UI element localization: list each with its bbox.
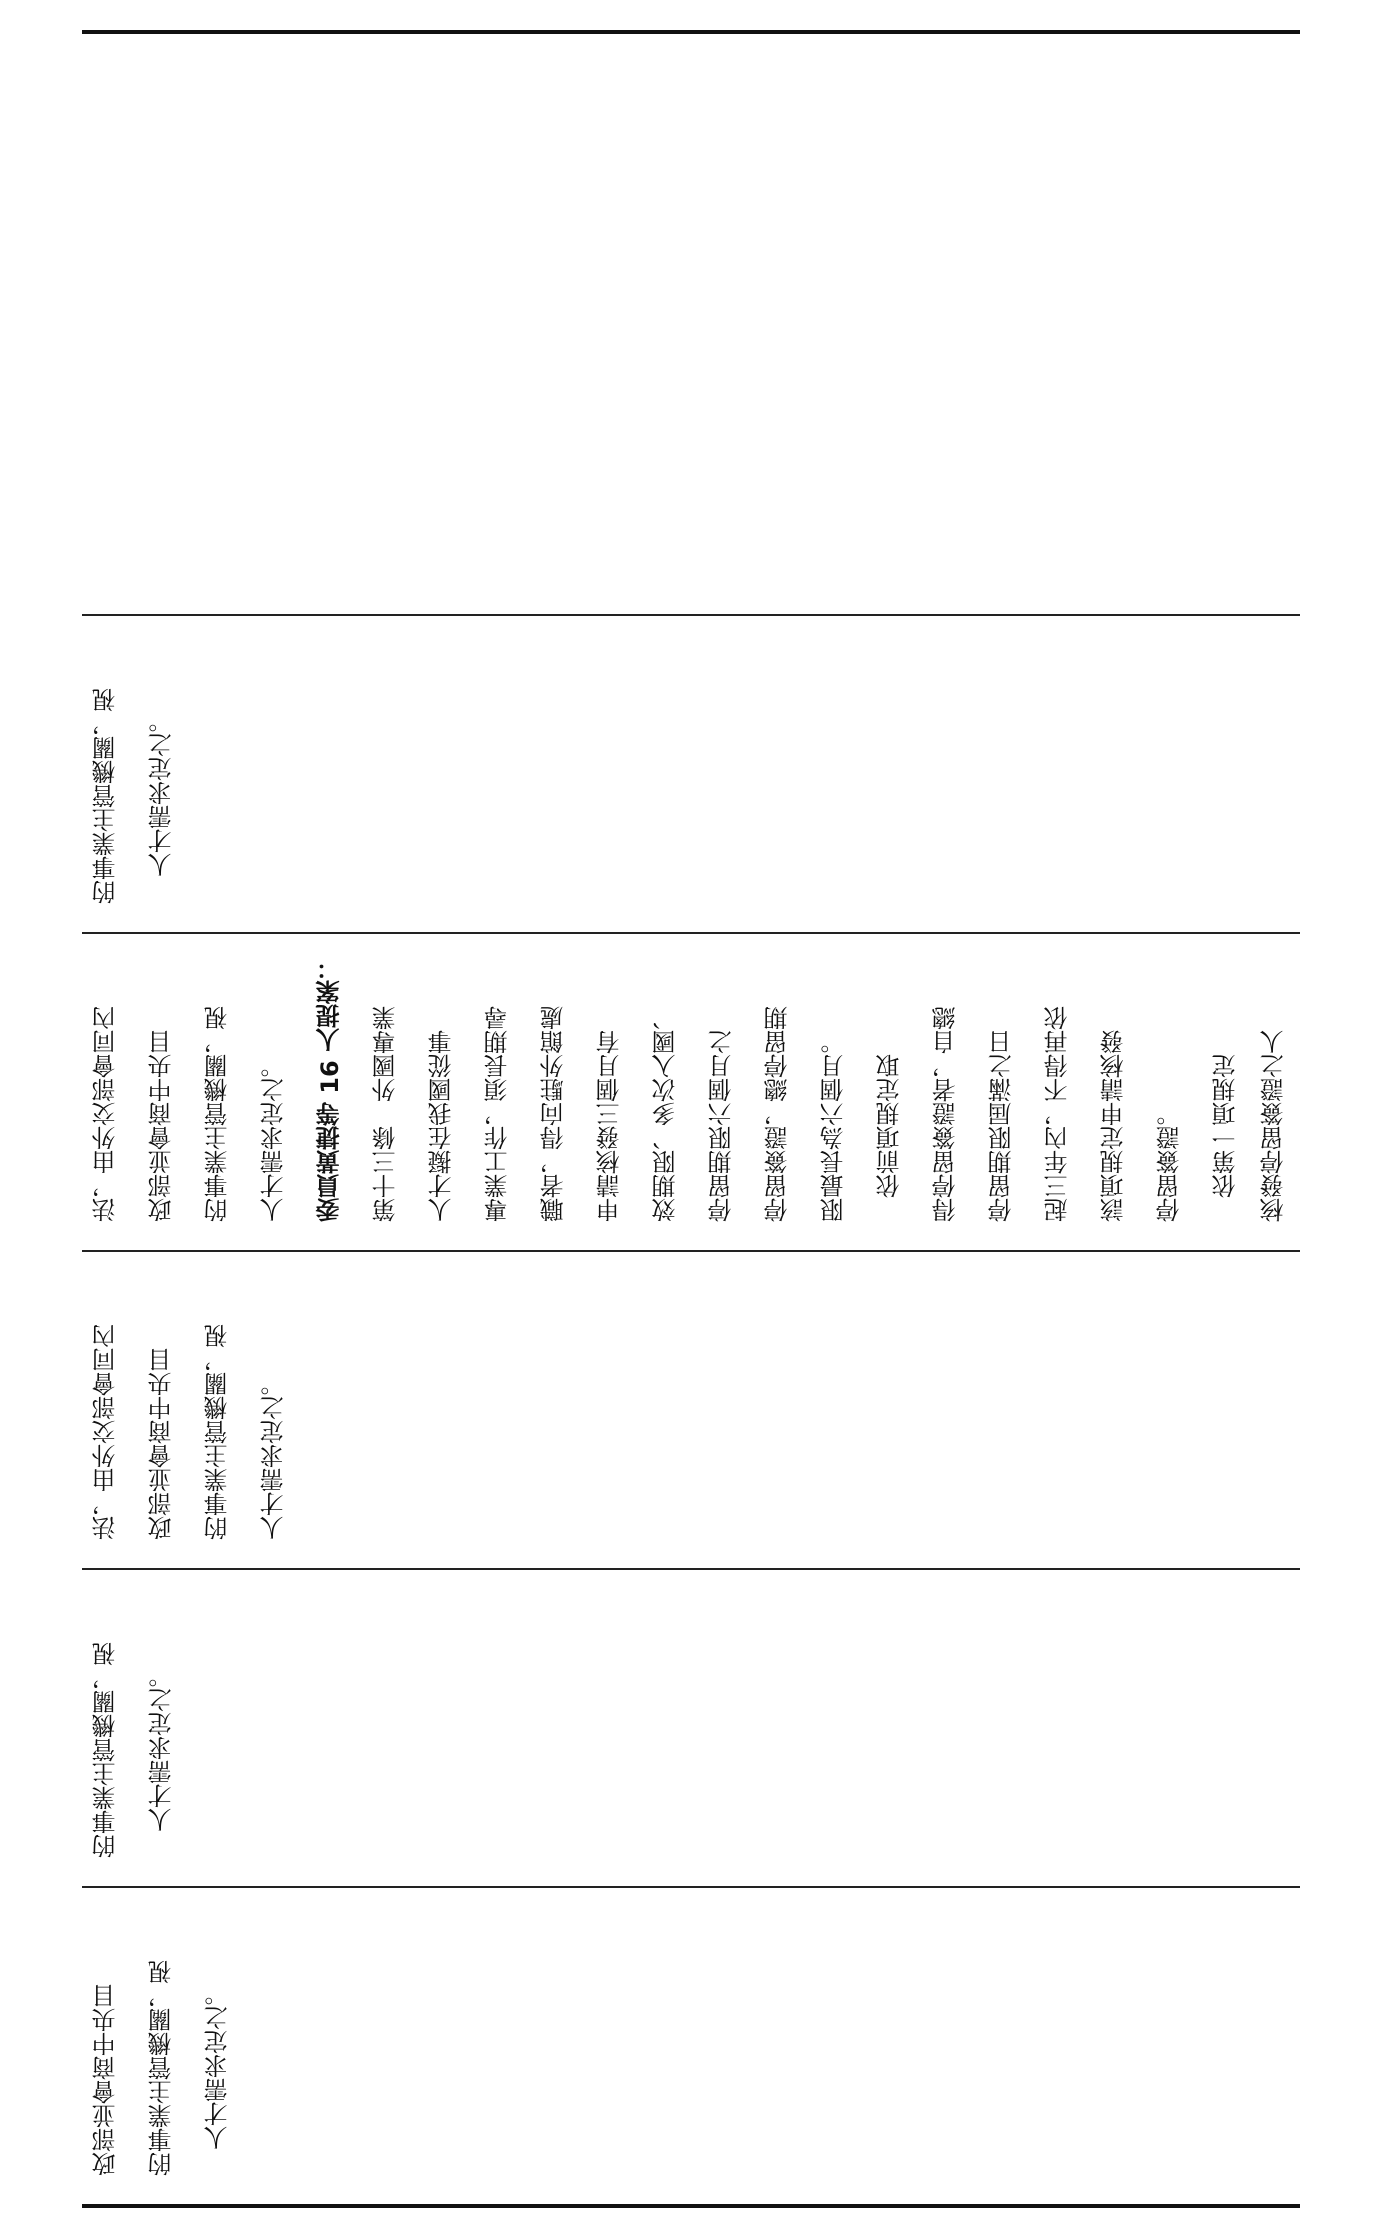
text-line: 停留簽證，總停留期 (764, 1006, 792, 1222)
text-line: 第十三條 外國專業 (372, 1006, 400, 1222)
text-line: 人才擬在我國從事 (428, 1030, 456, 1222)
text-line: 停留簽證。 (1156, 1102, 1184, 1222)
text-line: 限最長為六個月。 (820, 1030, 848, 1222)
text-line: 人才需求定之。 (260, 1372, 288, 1540)
text-line: 人才需求定之。 (148, 1664, 176, 1832)
text-line: 效期限、多次入國、 (652, 1006, 680, 1222)
row-divider (82, 614, 1300, 616)
text-line: 人才需求定之。 (148, 709, 176, 877)
text-line: 法，由外交部會同內 (92, 1006, 120, 1222)
text-line: 法，由外交部會同內 (92, 1324, 120, 1540)
row-divider (82, 932, 1300, 934)
row-divider (82, 1568, 1300, 1570)
text-line: 職者，得向駐外館處 (540, 1006, 568, 1222)
text-line: 停留期限六個月之 (708, 1030, 736, 1222)
text-line: 人才需求定之。 (204, 1982, 232, 2150)
text-line: 的事業主管機關，視 (204, 1324, 232, 1540)
text-line: 依前項規定取 (876, 1054, 904, 1222)
text-line: 政部並會商中央目 (148, 1348, 176, 1540)
bottom-rule (82, 2204, 1300, 2208)
text-line: 申請核發三個月有 (596, 1030, 624, 1222)
proposal-heading: 委員黃捷等 16 人提案： (316, 955, 344, 1222)
text-line: 的事業主管機關，視 (92, 1642, 120, 1858)
text-line: 核發停留簽證之人 (1260, 1030, 1288, 1222)
text-line: 政部並會商中央目 (148, 1030, 176, 1222)
text-line: 得停留簽證者，自總 (932, 1006, 960, 1222)
text-line: 起三年內，不得再依 (1044, 1006, 1072, 1222)
text-line: 專業工作，須長期尋 (484, 1006, 512, 1222)
row-divider (82, 1250, 1300, 1252)
text-line: 的事業主管機關，視 (92, 688, 120, 904)
row-divider (82, 1886, 1300, 1888)
text-line: 人才需求定之。 (260, 1054, 288, 1222)
text-line: 停留期限屆滿之日 (988, 1030, 1016, 1222)
top-rule (82, 30, 1300, 34)
text-line: 政部並會商中央目 (92, 1984, 120, 2176)
text-line: 該項規定申請核發 (1100, 1030, 1128, 1222)
text-line: 依第一項規定 (1212, 1054, 1240, 1222)
text-line: 的事業主管機關，視 (204, 1006, 232, 1222)
text-line: 的事業主管機關，視 (148, 1960, 176, 2176)
